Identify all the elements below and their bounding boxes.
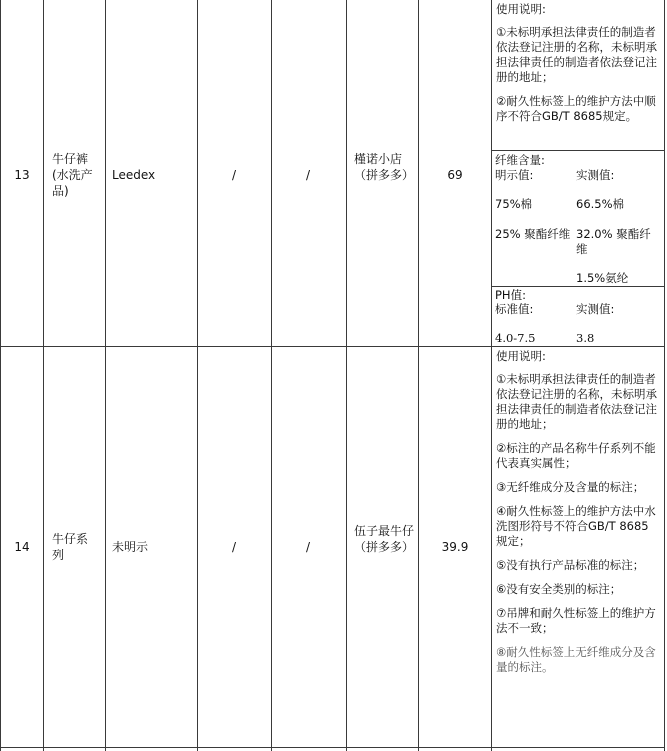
brand: Leedex [112,168,156,182]
grid-line [491,0,492,751]
grid-line [105,0,106,751]
note-item: ③无纤维成分及含量的标注； [496,480,645,494]
shop-name: 伍子最牛仔（拼多多） [354,524,415,554]
labeled-value: 25% 聚酯纤维 [495,227,571,241]
ph-measured-value: 3.8 [576,331,595,345]
fiber-title: 纤维含量: [495,153,545,167]
grid-line [0,0,1,751]
notes-title: 使用说明: [496,349,546,363]
note-item: ⑥没有安全类别的标注； [496,582,622,596]
note-item: ②耐久性标签上的维护方法中顺序不符合GB/T 8685规定。 [496,94,656,123]
ph-standard-header: 标准值: [495,302,534,316]
labeled-header: 明示值: [495,168,534,182]
row-number: 14 [14,540,30,554]
note-item: ②标注的产品名称牛仔系列不能代表真实属性； [496,441,656,470]
ph-standard-value: 4.0-7.5 [495,331,536,345]
labeled-value: 75%棉 [495,197,533,211]
price: 39.9 [441,540,469,554]
grid-line [418,0,419,751]
grid-line [491,150,665,151]
grid-line [491,286,665,287]
notes-title: 使用说明: [496,2,546,16]
grid-line [346,0,347,751]
grid-line [271,0,272,751]
note-item: ①未标明承担法律责任的制造者依法登记注册的名称，未标明承担法律责任的制造者依法登记注册的地址； [496,372,657,431]
price: 69 [447,168,463,182]
slash-value: / [231,540,237,554]
measured-value: 1.5%氨纶 [576,271,629,285]
grid-line [664,0,665,751]
measured-value: 32.0% 聚酯纤维 [576,227,651,256]
usage-notes [496,349,660,684]
note-item: ④耐久性标签上的维护方法中水洗图形符号不符合GB/T 8685规定； [496,504,656,548]
slash-value: / [305,540,311,554]
slash-value: / [305,168,311,182]
note-item: ①未标明承担法律责任的制造者依法登记注册的名称，未标明承担法律责任的制造者依法登记注册的地址； [496,25,657,84]
row-number: 13 [14,168,30,182]
row-divider [0,747,665,748]
shop-name: 槿诺小店 （拼多多） [354,152,415,182]
note-item: ⑤没有执行产品标准的标注； [496,558,645,572]
product-name: 牛仔裤 (水洗产品) [52,152,93,198]
ph-measured-header: 实测值: [576,302,615,316]
note-item: ⑧耐久性标签上无纤维成分及含量的标注。 [496,645,656,674]
usage-notes [496,2,660,133]
row-divider [0,346,665,347]
slash-value: / [231,168,237,182]
brand: 未明示 [112,540,149,554]
note-item: ⑦吊牌和耐久性标签上的维护方法不一致； [496,606,656,635]
product-name: 牛仔系列 [52,532,89,562]
measured-header: 实测值: [576,168,615,182]
grid-line [43,0,44,751]
grid-line [197,0,198,751]
ph-title: PH值: [495,288,526,302]
measured-value: 66.5%棉 [576,197,625,211]
